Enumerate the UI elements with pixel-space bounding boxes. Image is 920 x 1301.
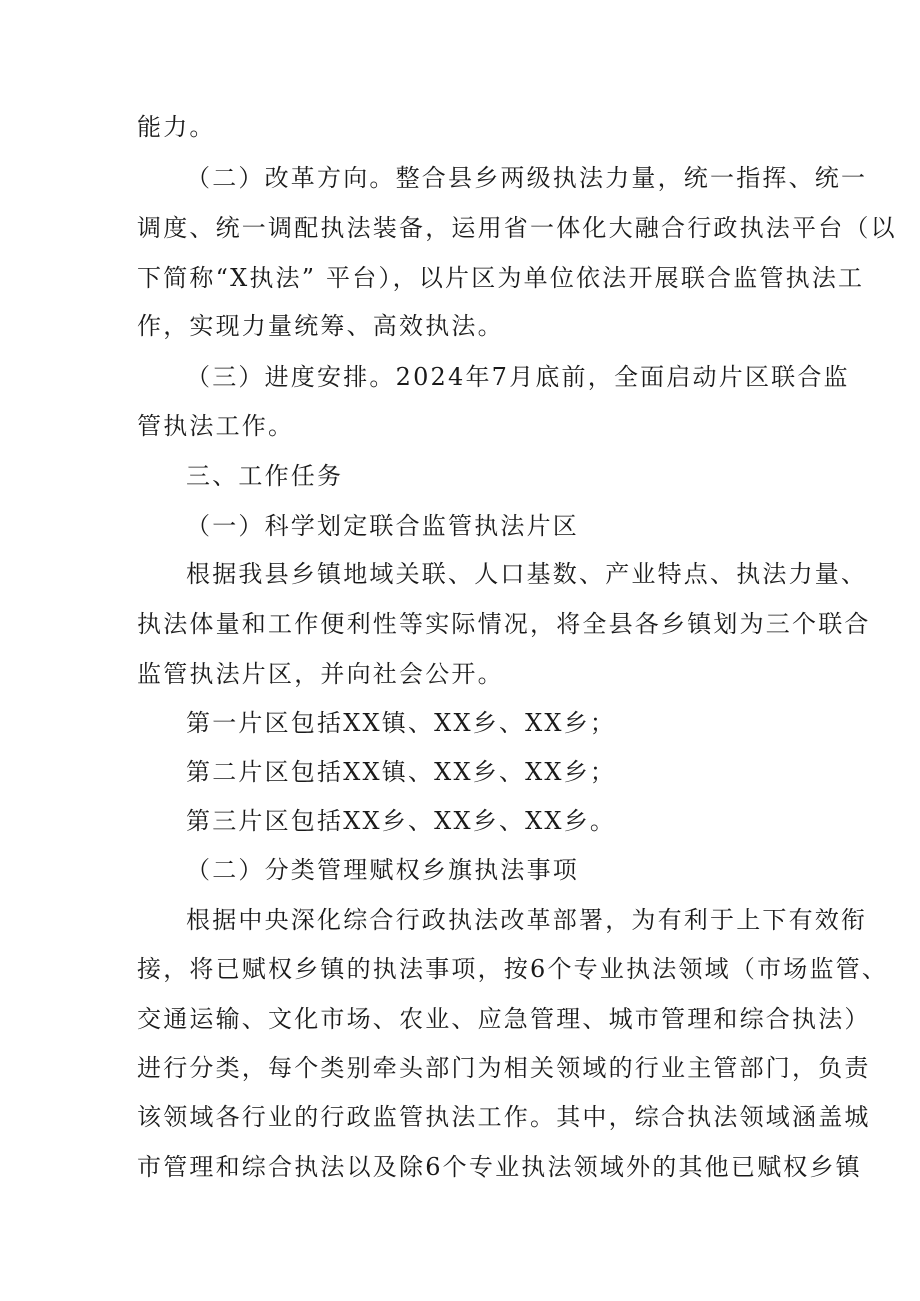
- subsection-heading-2: （二）分类管理赋权乡旗执法事项: [186, 856, 579, 884]
- paragraph-line-4: 下简称“X执法” 平台），以片区为单位依法开展联合监管执法工: [137, 264, 865, 292]
- paragraph-line-1: 能力。: [137, 113, 216, 141]
- paragraph-line-19: 交通运输、文化市场、农业、应急管理、城市管理和综合执法）: [137, 1005, 871, 1033]
- paragraph-line-6: （三）进度安排。2024年7月底前，全面启动片区联合监: [186, 363, 850, 391]
- paragraph-line-3: 调度、统一调配执法装备，运用省一体化大融合行政执法平台（以: [137, 214, 897, 242]
- paragraph-line-12: 监管执法片区，并向社会公开。: [137, 660, 504, 688]
- paragraph-line-10: 根据我县乡镇地域关联、人口基数、产业特点、执法力量、: [186, 560, 868, 588]
- paragraph-line-20: 进行分类，每个类别牵头部门为相关领域的行业主管部门，负责: [137, 1054, 871, 1082]
- paragraph-line-18: 接，将已赋权乡镇的执法事项，按6个专业执法领域（市场监管、: [137, 955, 889, 983]
- paragraph-line-17: 根据中央深化综合行政执法改革部署，为有利于上下有效衔: [186, 906, 868, 934]
- section-heading: 三、工作任务: [186, 462, 344, 490]
- paragraph-line-21: 该领域各行业的行政监管执法工作。其中，综合执法领域涵盖城: [137, 1103, 871, 1131]
- district-line-1: 第一片区包括XX镇、XX乡、XX乡；: [186, 709, 617, 737]
- subsection-heading-1: （一）科学划定联合监管执法片区: [186, 512, 579, 540]
- paragraph-line-5: 作，实现力量统筹、高效执法。: [137, 312, 504, 340]
- district-line-2: 第二片区包括XX镇、XX乡、XX乡；: [186, 758, 617, 786]
- paragraph-line-22: 市管理和综合执法以及除6个专业执法领域外的其他已赋权乡镇: [137, 1153, 862, 1181]
- paragraph-line-11: 执法体量和工作便利性等实际情况，将全县各乡镇划为三个联合: [137, 610, 871, 638]
- district-line-3: 第三片区包括XX乡、XX乡、XX乡。: [186, 807, 617, 835]
- paragraph-line-7: 管执法工作。: [137, 412, 295, 440]
- paragraph-line-2: （二）改革方向。整合县乡两级执法力量，统一指挥、统一: [186, 164, 868, 192]
